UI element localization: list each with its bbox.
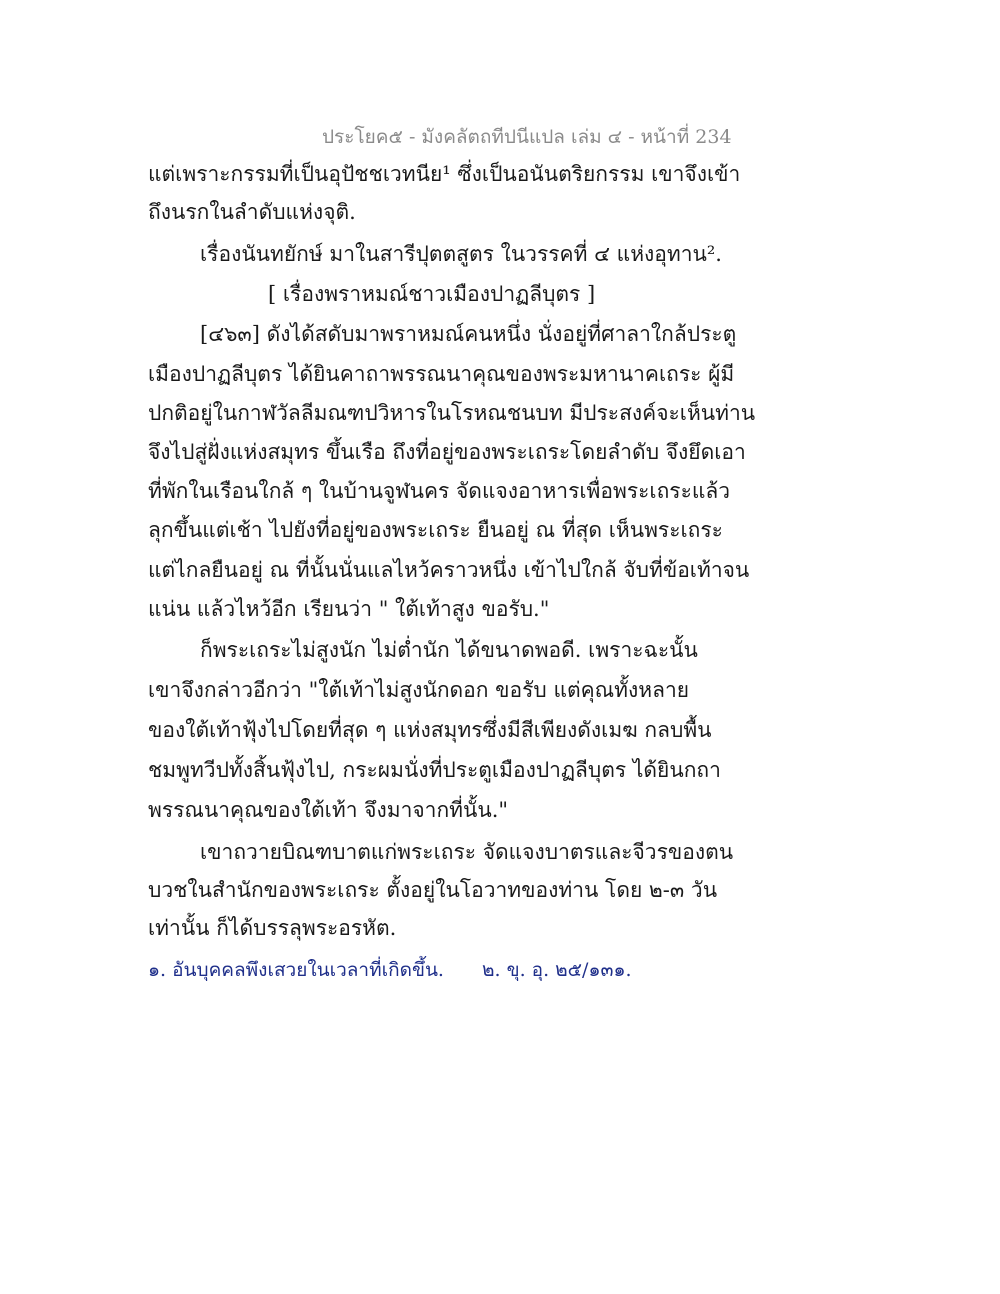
text-line: ถึงนรกในลำดับแห่งจุติ. (148, 200, 356, 224)
text-line: เขาจึงกล่าวอีกว่า "ใต้เท้าไม่สูงนักดอก ขอรับ แต่คุณทั้งหลาย (148, 678, 690, 702)
text-line: พรรณนาคุณของใต้เท้า จึงมาจากที่นั้น." (148, 798, 509, 822)
text-line: เขาถวายบิณฑบาตแก่พระเถระ จัดแจงบาตรและจีวรของตน (200, 840, 734, 864)
footnotes (148, 955, 632, 985)
text-line: แน่น แล้วไหว้อีก เรียนว่า " ใต้เท้าสูง ขอรับ." (148, 597, 550, 621)
text-line: ที่พักในเรือนใกล้ ๆ ในบ้านจูฬนคร จัดแจงอาหารเพื่อพระเถระแล้ว (148, 479, 731, 503)
text-line: ก็พระเถระไม่สูงนัก ไม่ต่ำนัก ได้ขนาดพอดี. เพราะฉะนั้น (200, 638, 698, 662)
page-header: ประโยค๕ - มังคลัตถทีปนีแปล เล่ม ๔ - หน้าที่ 234 (322, 126, 732, 148)
section-heading: [ เรื่องพราหมณ์ชาวเมืองปาฏลีบุตร ] (268, 282, 596, 306)
text-line: แต่เพราะกรรมที่เป็นอุปัชชเวทนีย¹ ซึ่งเป็นอนันตริยกรรม เขาจึงเข้า (148, 162, 741, 186)
text-line: บวชในสำนักของพระเถระ ตั้งอยู่ในโอวาทของท่าน โดย ๒-๓ วัน (148, 878, 718, 902)
text-line: แต่ไกลยืนอยู่ ณ ที่นั้นนั่นแลไหว้คราวหนึ่ง เข้าไปใกล้ จับที่ข้อเท้าจน (148, 558, 750, 582)
text-line: [๔๖๓] ดังได้สดับมาพราหมณ์คนหนึ่ง นั่งอยู่ที่ศาลาใกล้ประตู (200, 322, 737, 346)
text-line: ลุกขึ้นแต่เช้า ไปยังที่อยู่ของพระเถระ ยืนอยู่ ณ ที่สุด เห็นพระเถระ (148, 518, 723, 542)
text-line: ชมพูทวีปทั้งสิ้นฟุ้งไป, กระผมนั่งที่ประตูเมืองปาฏลีบุตร ได้ยินกถา (148, 758, 721, 782)
text-line: เท่านั้น ก็ได้บรรลุพระอรหัต. (148, 916, 397, 940)
text-line: ของใต้เท้าฟุ้งไปโดยที่สุด ๆ แห่งสมุทรซึ่งมีสีเพียงดังเมฆ กลบพื้น (148, 718, 712, 742)
text-line: ปกติอยู่ในกาฬวัลลีมณฑปวิหารในโรหณชนบท มีประสงค์จะเห็นท่าน (148, 401, 756, 425)
footnote-2: ๒. ขุ. อุ. ๒๕/๑๓๑. (481, 959, 632, 981)
text-line: เรื่องนันทยักษ์ มาในสารีปุตตสูตร ในวรรคที่ ๔ แห่งอุทาน². (200, 242, 722, 266)
text-line: เมืองปาฏลีบุตร ได้ยินคาถาพรรณนาคุณของพระมหานาคเถระ ผู้มี (148, 362, 735, 386)
footnote-1: ๑. อันบุคคลพึงเสวยในเวลาที่เกิดขึ้น. (148, 959, 444, 981)
text-line: จึงไปสู่ฝั่งแห่งสมุทร ขึ้นเรือ ถึงที่อยู่ของพระเถระโดยลำดับ จึงยึดเอา (148, 440, 746, 464)
